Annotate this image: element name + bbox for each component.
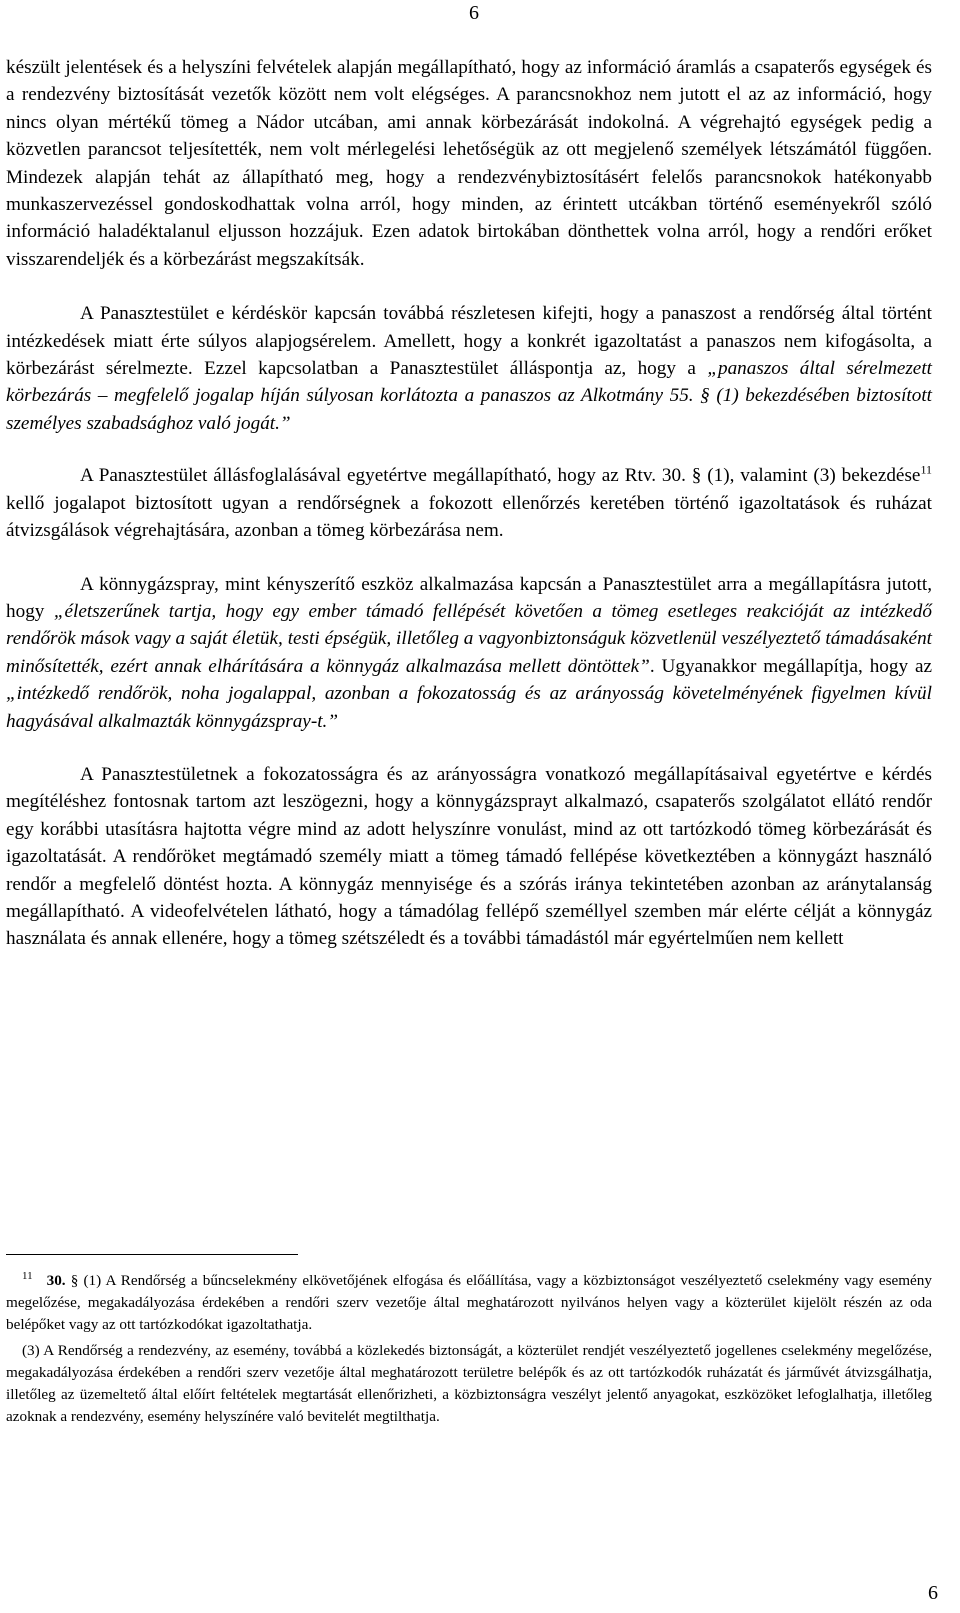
paragraph-4-text-a: A könnygázspray, mint kényszerítő eszköz alkalmazása kapcsán a Panasztestület arra a megállapításra jutott, hogy xyxy=(6,573,932,622)
paragraph-5: A Panasztestületnek a fokozatosságra és az arányosságra vonatkozó megállapításaival egyetértve e kérdés megítéléshez fontosnak tartom azt leszögezni, hogy a könnygázsprayt alkalmazó, csapaterős szolgálatot ellátó rendőr egy korábbi utasításra hajtotta végre mind az adott helyszínre vonulást, mind az ott tartózkodó tömeg körbezárását és igazoltatását. A rendőröket megtámadó személy miatt a tömeg támadó fellépése következtében a könnygázt használó rendőr a megfelelő döntést hozta. A könnygáz mennyisége és a szórás iránya tekintetében azonban az aránytalanság megállapítható. A videofelvételen látható, hogy a támadólag fellépő személlyel szemben már elérte célját a könnygáz használata és annak ellenére, hogy a tömeg szétszéledt és a további támadástól már egyértelműen nem kellett xyxy=(6,763,932,950)
paragraph-4-quote-1: „életszerűnek tartja, hogy egy ember támadó fellépését követően a tömeg esetleges reakcióját az intézkedő rendőrök mások vagy a saját életük, testi épségük, illetőleg a vagyonbiztonságuk közvetlenül veszélyeztető támadásaként minősítették, ezért annak elhárítására a könnygáz alkalmazása mellett döntöttek” xyxy=(6,600,932,677)
paragraph-2-text: A Panasztestület e kérdéskör kapcsán továbbá részletesen kifejti, hogy a panaszost a rendőrség által történt intézkedések miatt érte súlyos alapjogsérelem. Amellett, hogy a konkrét igazoltatást a panaszos nem kifogásolta, a körbezárást sérelmezte. Ezzel kapcsolatban a Panasztestület álláspontja az, hogy a xyxy=(6,303,932,380)
paragraph-3-text-b: kellő jogalapot biztosított ugyan a rendőrségnek a fokozott ellenőrzés keretében történő igazoltatások és ruházat átvizsgálások végrehajtására, azonban a tömeg körbezárása nem. xyxy=(6,492,932,542)
footnote-section-number: 30. xyxy=(46,1272,66,1289)
paragraph-2-quote: „panaszos által sérelmezett körbezárás – megfelelő jogalap híján súlyosan korlátozta a panaszos az Alkotmány 55. § (1) bekezdésében biztosított személyes szabadsághoz való jogát.” xyxy=(6,358,932,434)
paragraph-4 xyxy=(6,571,932,735)
paragraph-2 xyxy=(6,300,932,437)
footnote-reference: 11 xyxy=(920,462,932,477)
footnote-paragraph-3: (3) A Rendőrség a rendezvény, az esemény, továbbá a közlekedés biztonságát, a közterület rendjét veszélyeztető jogellenes cselekmény megelőzése, megakadályozása érdekében a rendőri szerv vezetője által meghatározott területre belépők és az ott tartózkodók ruházatát és járművét átvizsgálhatja, illetőleg az üzemeltető által előírt feltételek megtartását ellenőrizheti, a közbiztonságra veszélyt jelentő anyagokat, eszközöket lefoglalhatja, illetőleg azoknak a rendezvény, esemény helyszínére való bevitelét megtilthatja. xyxy=(6,1341,932,1426)
footnote-separator xyxy=(6,1254,298,1255)
paragraph-1: készült jelentések és a helyszíni felvételek alapján megállapítható, hogy az információ áramlás a csapaterős egységek és a rendezvény biztosítását vezetők között nem volt elégséges. A parancsnokhoz nem jutott el az az információ, hogy nincs olyan mértékű tömeg a Nádor utcában, ami annak körbezárását indokolná. A végrehajtó egységek pedig a közvetlen parancsot teljesítették, nem volt mérlegelési lehetőségük az ott megjelenő személyek létszámától függően. Mindezek alapján tehát az állapítható meg, hogy a rendezvénybiztosításért felelős parancsnokok hatékonyabb munkaszervezéssel gondoskodhattak volna arról, hogy minden, az érintett utcákban történő eseményekről szóló információ haladéktalanul eljusson hozzájuk. Ezen adatok birtokában dönthettek volna arról, hogy a rendőri erőket visszarendeljék és a körbezárást megszakítsák. xyxy=(6,57,932,270)
paragraph-3-text-a: A Panasztestület állásfoglalásával egyetértve megállapítható, hogy az Rtv. 30. § (1), valamint (3) bekezdése xyxy=(80,465,921,487)
paragraph-4-quote-2: „intézkedő rendőrök, noha jogalappal, azonban a fokozatosság és az arányosság követelményének figyelmen kívül hagyásával alkalmazták könnygázspray-t.” xyxy=(6,683,932,732)
footnote-paragraph-1: § (1) A Rendőrség a bűncselekmény elkövetőjének elfogása és előállítása, vagy a közbiztonságot veszélyeztető cselekmény vagy esemény megelőzése, megakadályozása érdekében a rendőri szerv vezetője által meghatározott nyilvános helyen vagy a közterület kijelölt részén az oda belépőket vagy az ott tartózkodókat igazoltathatja. xyxy=(6,1272,932,1334)
paragraph-4-text-c: . Ugyanakkor megállapítja, hogy az xyxy=(649,655,932,677)
page-number-top: 6 xyxy=(469,2,479,24)
paragraph-3 xyxy=(6,462,932,544)
footnote-11 xyxy=(6,1270,932,1337)
footnotes xyxy=(6,1270,932,1428)
page-number-bottom: 6 xyxy=(928,1582,938,1604)
footnote-marker: 11 xyxy=(22,1269,33,1282)
body-text xyxy=(6,54,932,953)
